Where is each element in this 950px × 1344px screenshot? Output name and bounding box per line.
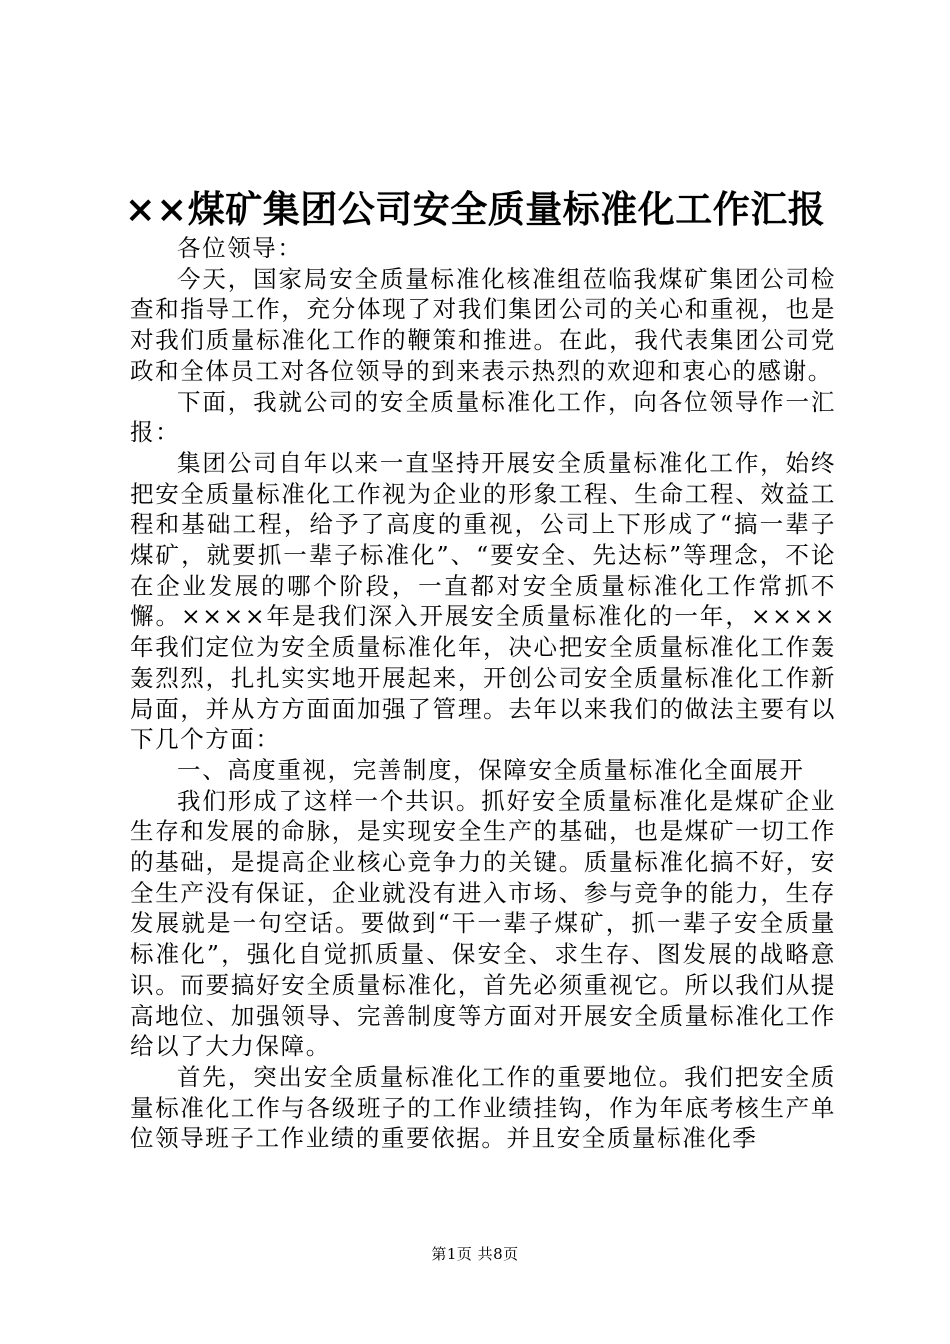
salutation: 各位领导： — [177, 234, 303, 262]
page-number-footer: 第1页 共8页 — [431, 1245, 519, 1263]
section-heading-1: 一、高度重视，完善制度，保障安全质量标准化全面展开 — [177, 755, 805, 784]
document-body — [130, 233, 836, 1154]
paragraph-consensus: 我们形成了这样一个共识。抓好安全质量标准化是煤矿企业生存和发展的命脉，是实现安全生产的基础，也是煤矿一切工作的基础，是提高企业核心竞争力的关键。质量标准化搞不好，安全生产没有保证，企业就没有进入市场、参与竞争的能力，生存发展就是一句空话。要做到“干一辈子煤矿，抓一辈子安全质量标准化”，强化自觉抓质量、保安全、求生存、图发展的战略意识。而要搞好安全质量标准化，首先必须重视它。所以我们从提高地位、加强领导、完善制度等方面对开展安全质量标准化工作给以了大力保障。 — [130, 786, 836, 1061]
paragraph-report-lead: 下面，我就公司的安全质量标准化工作，向各位领导作一汇报： — [130, 387, 836, 447]
paragraph-intro: 今天，国家局安全质量标准化核准组莅临我煤矿集团公司检查和指导工作，充分体现了对我们集团公司的关心和重视，也是对我们质量标准化工作的鞭策和推进。在此，我代表集团公司党政和全体员工对各位领导的到来表示热烈的欢迎和衷心的感谢。 — [130, 264, 836, 385]
paragraph-overview: 集团公司自年以来一直坚持开展安全质量标准化工作，始终把安全质量标准化工作视为企业的形象工程、生命工程、效益工程和基础工程，给予了高度的重视，公司上下形成了“搞一辈子煤矿，就要抓一辈子标准化”、“要安全、先达标”等理念，不论在企业发展的哪个阶段，一直都对安全质量标准化工作常抓不懈。××××年是我们深入开展安全质量标准化的一年，××××年我们定位为安全质量标准化年，决心把安全质量标准化工作轰轰烈烈，扎扎实实地开展起来，开创公司安全质量标准化工作新局面，并从方方面面加强了管理。去年以来我们的做法主要有以下几个方面： — [130, 448, 836, 754]
paragraph-first-measure: 首先，突出安全质量标准化工作的重要地位。我们把安全质量标准化工作与各级班子的工作业绩挂钩，作为年底考核生产单位领导班子工作业绩的重要依据。并且安全质量标准化季 — [130, 1062, 836, 1153]
document-title: ××煤矿集团公司安全质量标准化工作汇报 — [124, 187, 826, 231]
